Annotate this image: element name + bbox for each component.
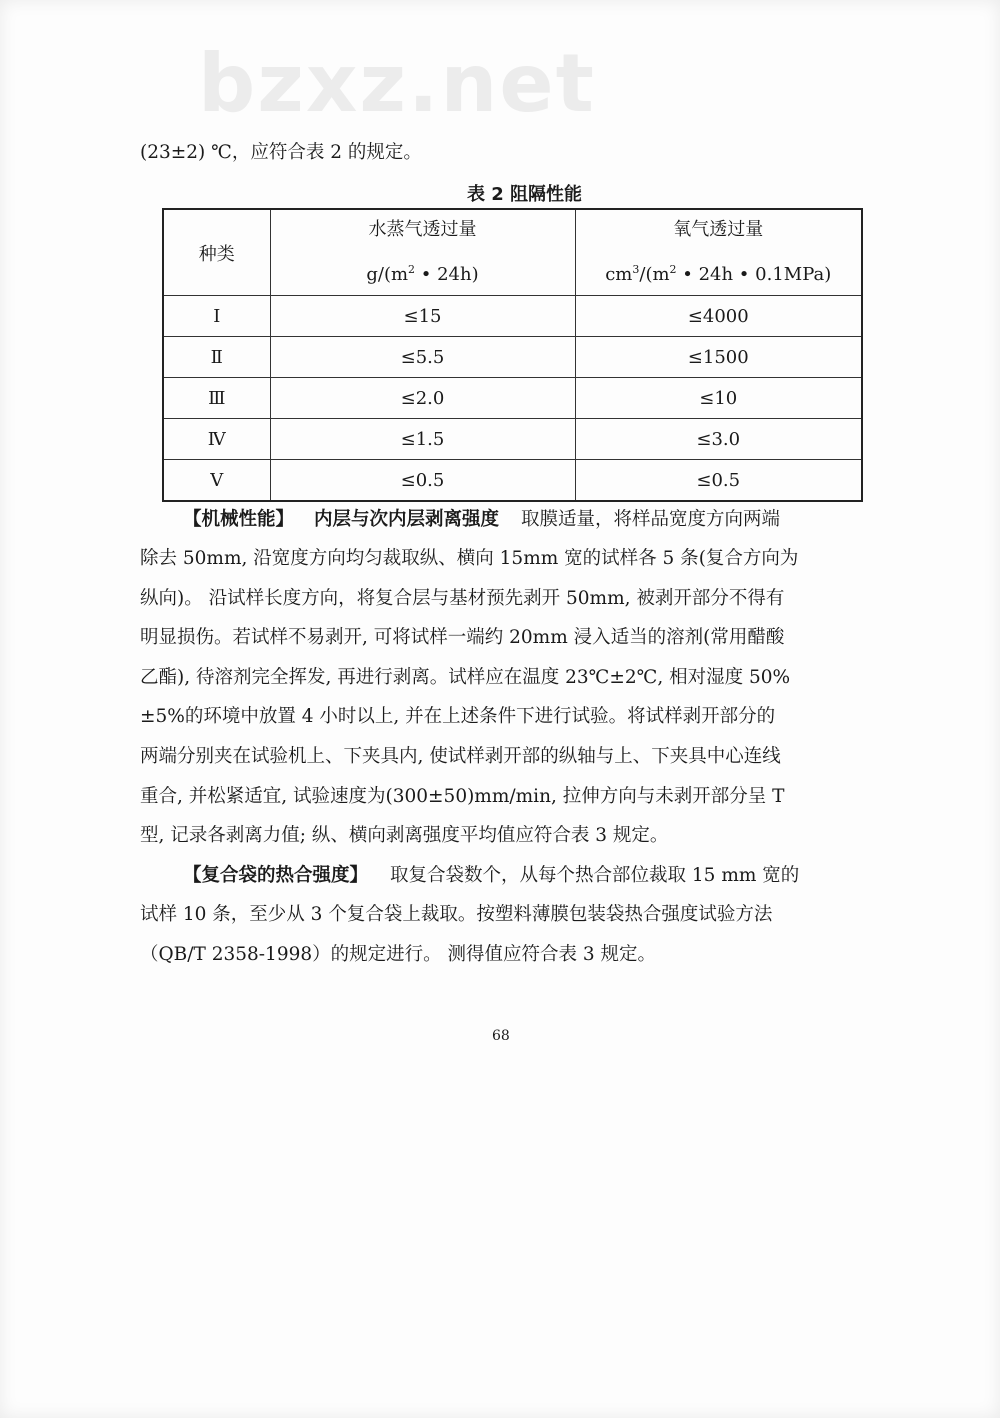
table-header-row <box>163 209 862 296</box>
paragraph-line: ±5%的环境中放置 4 小时以上, 并在上述条件下进行试验。将试样剥开部分的 <box>140 706 776 727</box>
paragraph-line: 除去 50mm, 沿宽度方向均匀裁取纵、横向 15mm 宽的试样各 5 条(复合方向为 <box>140 548 799 569</box>
paragraph-line: 两端分别夹在试验机上、下夹具内, 使试样剥开部的纵轴与上、下夹具中心连线 <box>140 746 781 767</box>
cell-oxygen: ≤4000 <box>575 296 862 337</box>
unit-part: g/(m <box>366 264 409 285</box>
barrier-performance-table <box>162 208 863 502</box>
paragraph-line: 乙酯), 待溶剂完全挥发, 再进行剥离。试样应在温度 23℃±2℃, 相对湿度 50% <box>140 667 791 688</box>
unit-part: /(m <box>639 264 670 285</box>
unit-part: • 24h) <box>415 264 479 285</box>
header-type: 种类 <box>163 209 270 296</box>
cell-oxygen: ≤3.0 <box>575 419 862 460</box>
subsection-heading: 内层与次内层剥离强度 <box>314 509 500 530</box>
unit-part: cm <box>605 264 633 285</box>
section-heading: 【机械性能】 <box>183 509 295 530</box>
cell-water: ≤1.5 <box>270 419 575 460</box>
paragraph-line: 试样 10 条，至少从 3 个复合袋上裁取。按塑料薄膜包装袋热合强度试验方法 <box>140 904 773 925</box>
paragraph-line: 重合, 并松紧适宜, 试验速度为(300±50)mm/min, 拉伸方向与未剥开部分呈 T <box>140 786 785 807</box>
header-water-unit <box>271 250 575 295</box>
table-caption: 表 2 阻隔性能 <box>467 184 583 205</box>
table-row <box>163 337 862 378</box>
paragraph-mechanical-first-line <box>183 511 780 530</box>
cell-water: ≤2.0 <box>270 378 575 419</box>
page-number: 68 <box>492 1028 510 1044</box>
table-row <box>163 296 862 337</box>
cell-type: Ⅲ <box>163 378 270 419</box>
unit-sup: 2 <box>408 263 416 276</box>
table-row <box>163 378 862 419</box>
section-heading: 【复合袋的热合强度】 <box>183 865 369 886</box>
cell-water: ≤15 <box>270 296 575 337</box>
header-water-vapor <box>270 209 575 296</box>
cell-water: ≤0.5 <box>270 460 575 502</box>
table-row <box>163 460 862 502</box>
header-oxygen-unit <box>576 250 862 295</box>
unit-part: • 24h • 0.1MPa) <box>676 264 832 285</box>
paragraph-line: 型, 记录各剥离力值; 纵、横向剥离强度平均值应符合表 3 规定。 <box>140 825 669 846</box>
cell-oxygen: ≤10 <box>575 378 862 419</box>
cell-water: ≤5.5 <box>270 337 575 378</box>
header-water-title: 水蒸气透过量 <box>368 219 477 240</box>
cell-type: Ⅳ <box>163 419 270 460</box>
cell-type: Ⅰ <box>163 296 270 337</box>
cell-type: Ⅴ <box>163 460 270 502</box>
paragraph-heat-seal-first-line <box>183 867 799 886</box>
text: 取复合袋数个，从每个热合部位裁取 15 mm 宽的 <box>390 865 800 886</box>
header-oxygen-title: 氧气透过量 <box>673 219 764 240</box>
cell-oxygen: ≤0.5 <box>575 460 862 502</box>
text: 取膜适量，将样品宽度方向两端 <box>521 509 781 530</box>
intro-line: (23±2) ℃，应符合表 2 的规定。 <box>140 142 422 163</box>
cell-oxygen: ≤1500 <box>575 337 862 378</box>
cell-type: Ⅱ <box>163 337 270 378</box>
paragraph-line: 明显损伤。若试样不易剥开, 可将试样一端约 20mm 浸入适当的溶剂(常用醋酸 <box>140 627 785 648</box>
watermark: bzxz.net <box>198 37 596 130</box>
paragraph-line: 纵向)。 沿试样长度方向，将复合层与基材预先剥开 50mm, 被剥开部分不得有 <box>140 588 785 609</box>
header-oxygen <box>575 209 862 296</box>
unit-sup: 3 <box>632 263 640 276</box>
table-row <box>163 419 862 460</box>
paragraph-line: （QB/T 2358-1998）的规定进行。 测得值应符合表 3 规定。 <box>140 944 657 965</box>
unit-sup: 2 <box>669 263 677 276</box>
